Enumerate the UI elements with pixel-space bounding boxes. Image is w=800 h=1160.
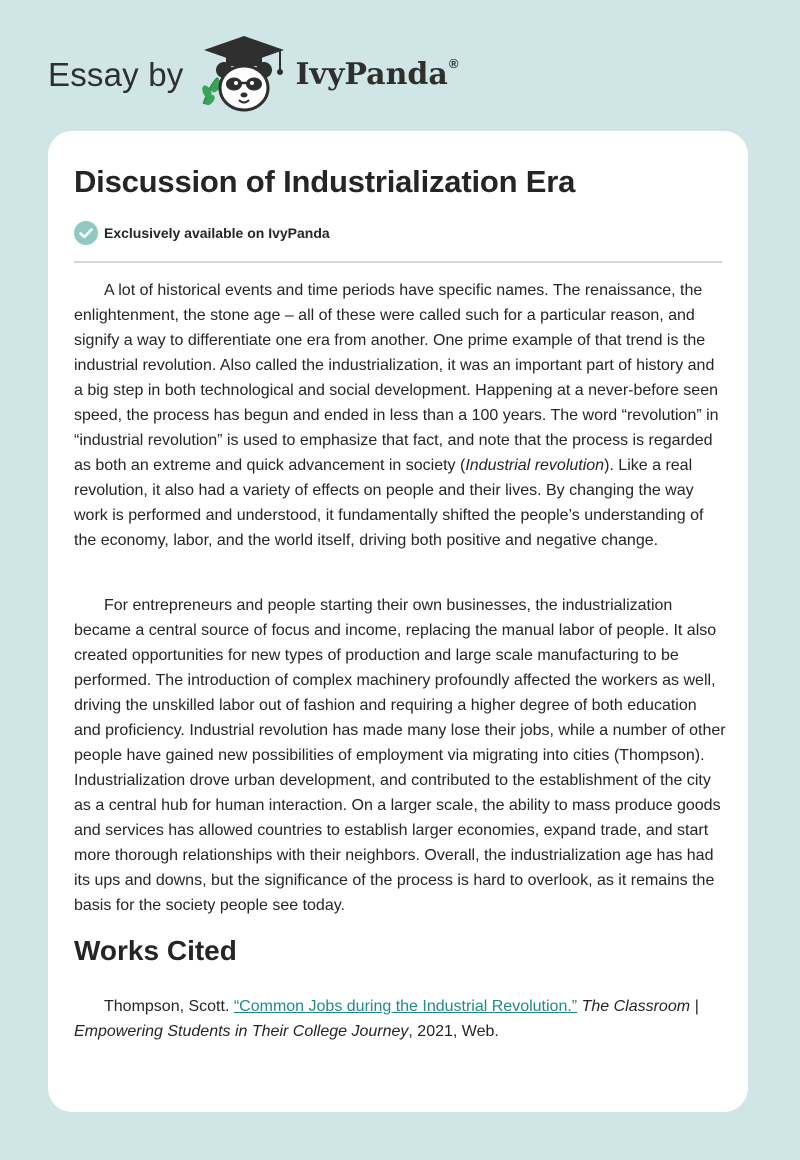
citation-tail: , 2021, Web. — [408, 1023, 499, 1040]
site-header-logo[interactable] — [48, 34, 458, 114]
citation-author: Thompson, Scott. — [104, 998, 234, 1015]
citation-source: The Classroom | Empowering Students in Their College Journey — [74, 998, 699, 1040]
registered-mark: ® — [448, 56, 459, 71]
title-divider — [74, 261, 722, 263]
essay-by-label: Essay by — [48, 55, 184, 93]
paragraph-1-italic: Industrial revolution — [465, 457, 605, 474]
paragraph-1 — [74, 278, 726, 553]
essay-card — [48, 131, 748, 1112]
citation-entry — [74, 994, 726, 1044]
brand-name: IvyPanda — [295, 57, 448, 92]
check-circle-icon — [74, 221, 98, 245]
paragraph-1-text-a: A lot of historical events and time periods have specific names. The renaissance, the enlightenment, the stone age – all of these were called such for a particular reason, and signify a way to differentiate one era from another. One prime example of that trend is the industrial revolution. Also called the industrialization, it was an important part of history and a big step in both technological and social development. Happening at a never-before seen speed, the process has begun and ended in less than a 100 years. The word “revolution” in “industrial revolution” is used to emphasize that fact, and note that the process is regarded as both an extreme and quick advancement in society ( — [74, 282, 719, 474]
paragraph-2: For entrepreneurs and people starting their own businesses, the industrialization became a central source of focus and income, replacing the manual labor of people. It also created opportunities for new types of production and large scale manufacturing to be performed. The introduction of complex machinery profoundly affected the workers as well, driving the unskilled labor out of fashion and requiring a higher degree of both education and proficiency. Industrial revolution has made many lose their jobs, while a number of other people have gained new possibilities of employment via migrating into cities (Thompson). Industrialization drove urban development, and contributed to the establishment of the city as a central hub for human interaction. On a larger scale, the ability to mass produce goods and services has allowed countries to establish larger economies, expand trade, and start more thorough relationships with their neighbors. Overall, the industrialization age has had its ups and downs, but the significance of the process is hard to overlook, as it remains the basis for the society people see today. — [74, 597, 726, 914]
page-title: Discussion of Industrialization Era — [74, 164, 576, 199]
citation-link[interactable]: “Common Jobs during the Industrial Revolution.” — [233, 998, 578, 1015]
exclusive-badge-label: Exclusively available on IvyPanda — [104, 225, 330, 241]
panda-graduate-icon — [194, 34, 292, 114]
paragraph-1-text-b: ). Like a real revolution, it also had a variety of effects on people and their lives. By changing the way work is performed and understood, it fundamentally shifted the people’s understanding of the economy, labor, and the world itself, driving both positive and negative change. — [74, 457, 704, 549]
exclusive-badge — [74, 221, 330, 245]
works-cited-heading: Works Cited — [74, 935, 237, 966]
